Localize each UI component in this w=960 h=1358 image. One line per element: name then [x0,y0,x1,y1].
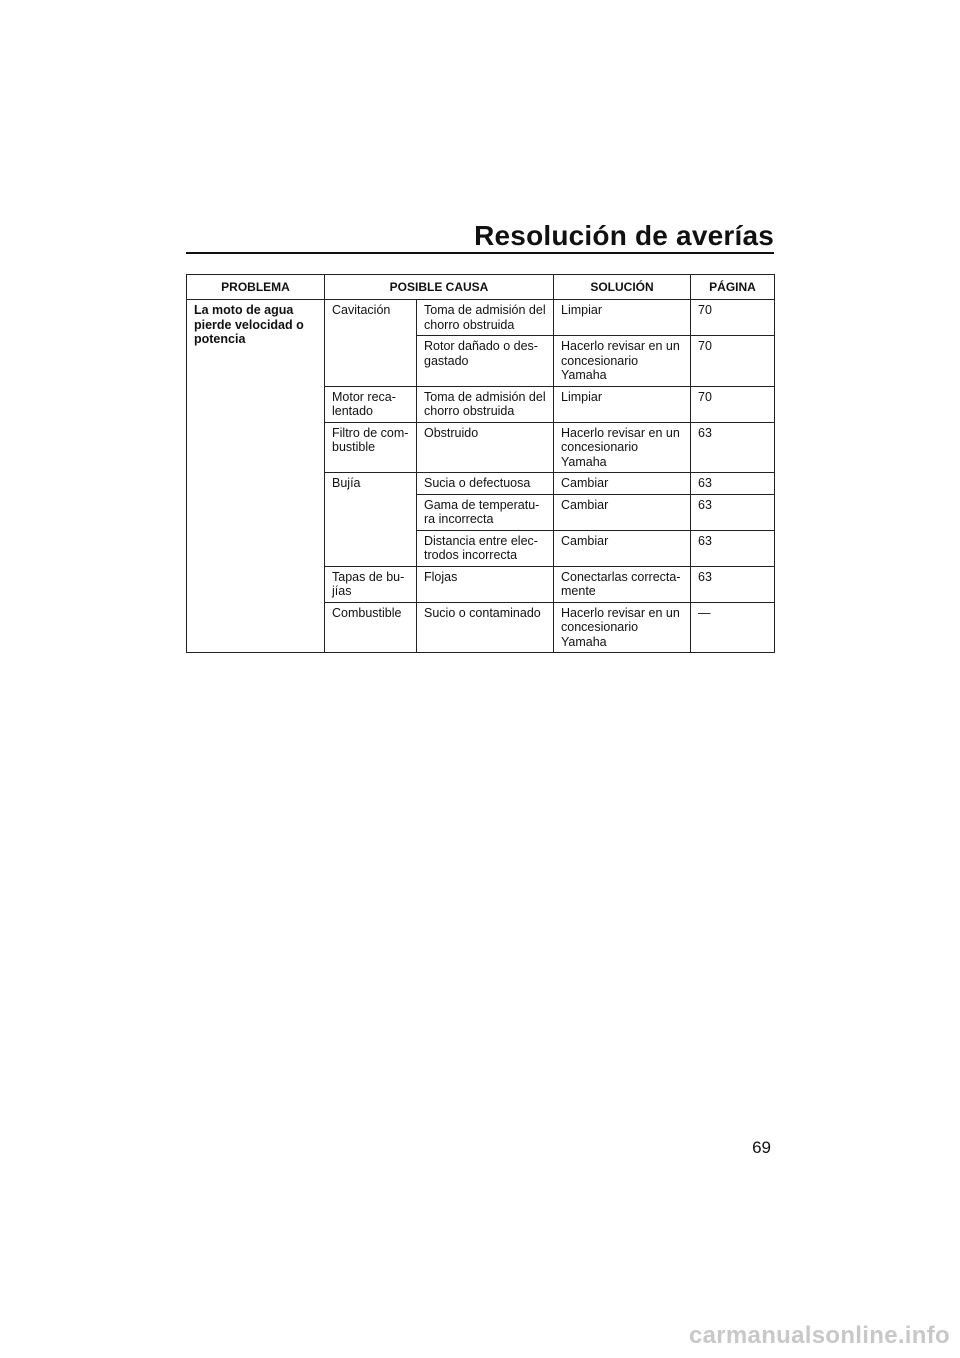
cause-cell: Tapas de bu-jías [325,566,417,602]
page-ref-cell: 70 [691,386,775,422]
cause-cell: Filtro de com-bustible [325,422,417,473]
solution-cell: Limpiar [554,386,691,422]
detail-cell: Sucio o contaminado [417,602,554,653]
page-ref-cell: 70 [691,336,775,387]
problem-cell: La moto de agua pierde velocidad o potencia [187,300,325,653]
solution-cell: Limpiar [554,300,691,336]
detail-cell: Rotor dañado o des-gastado [417,336,554,387]
cause-cell: Motor reca-lentado [325,386,417,422]
table-row [187,300,775,336]
header-solution: SOLUCIÓN [554,275,691,300]
page-ref-cell: 63 [691,473,775,495]
detail-cell: Gama de temperatu-ra incorrecta [417,494,554,530]
page-ref-cell: 63 [691,494,775,530]
detail-cell: Obstruido [417,422,554,473]
page-ref-cell: 63 [691,422,775,473]
page-number: 69 [752,1138,771,1157]
solution-cell: Hacerlo revisar en un concesionario Yamaha [554,422,691,473]
solution-cell: Hacerlo revisar en un concesionario Yamaha [554,602,691,653]
solution-cell: Cambiar [554,530,691,566]
cause-cell: Bujía [325,473,417,567]
detail-cell: Flojas [417,566,554,602]
solution-cell: Conectarlas correcta-mente [554,566,691,602]
page-title: Resolución de averías [474,220,774,251]
header-cause: POSIBLE CAUSA [325,275,554,300]
title-rule [186,252,774,254]
watermark-link[interactable]: carmanualsonline.info [688,1322,950,1349]
cause-cell: Cavitación [325,300,417,387]
page-ref-cell: — [691,602,775,653]
cause-cell: Combustible [325,602,417,653]
solution-cell: Cambiar [554,473,691,495]
detail-cell: Toma de admisión del chorro obstruida [417,386,554,422]
header-problem: PROBLEMA [187,275,325,300]
table-header-row [187,275,775,300]
page-ref-cell: 70 [691,300,775,336]
troubleshooting-table [186,274,775,653]
solution-cell: Hacerlo revisar en un concesionario Yamaha [554,336,691,387]
header-page: PÁGINA [691,275,775,300]
detail-cell: Distancia entre elec-trodos incorrecta [417,530,554,566]
detail-cell: Toma de admisión del chorro obstruida [417,300,554,336]
page-ref-cell: 63 [691,530,775,566]
solution-cell: Cambiar [554,494,691,530]
detail-cell: Sucia o defectuosa [417,473,554,495]
page-ref-cell: 63 [691,566,775,602]
